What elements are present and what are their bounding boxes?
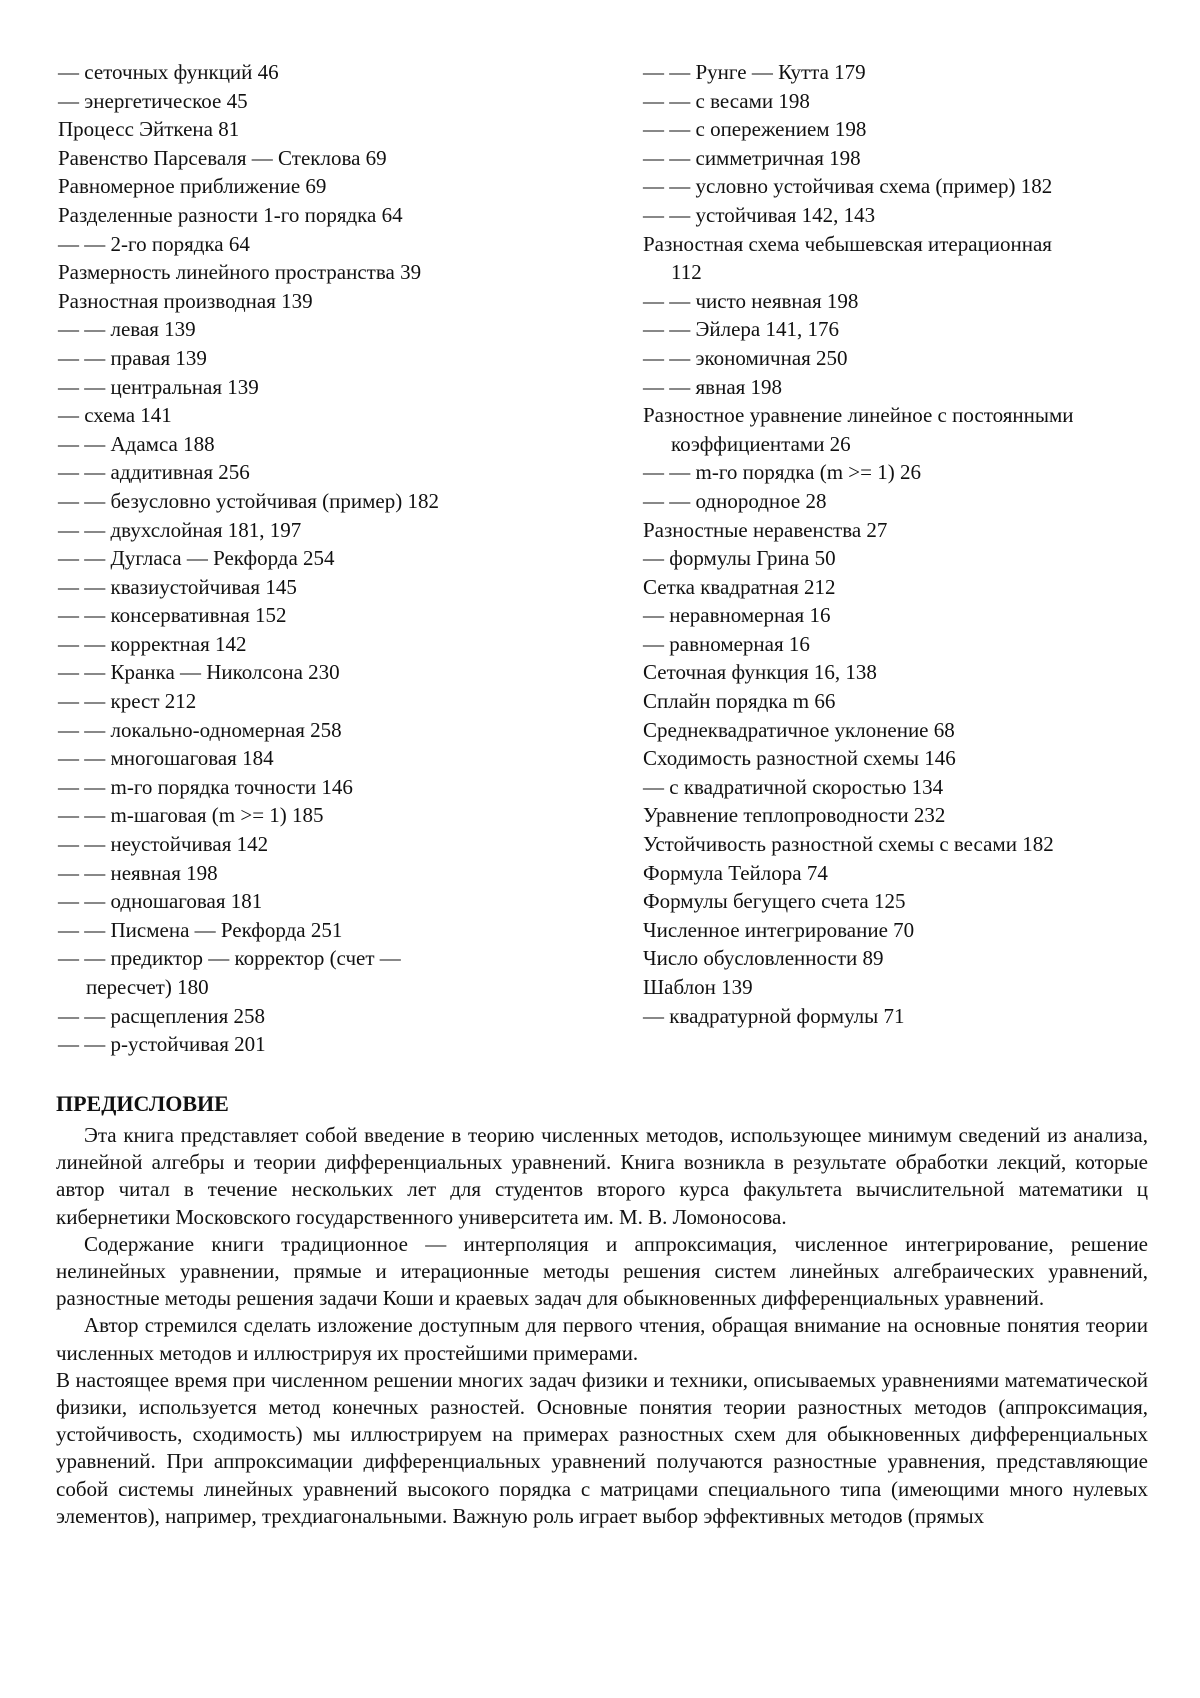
index-entry: — — центральная 139 <box>58 374 259 399</box>
index-entry: Устойчивость разностной схемы с весами 182 <box>643 832 1054 857</box>
index-entry: Формула Тейлора 74 <box>643 860 828 885</box>
index-entry: — — р-устойчивая 201 <box>58 1032 266 1057</box>
index-entry: Процесс Эйткена 81 <box>58 117 240 142</box>
index-entry: — — симметричная 198 <box>643 145 861 170</box>
index-entry: пересчет) 180 <box>86 975 209 999</box>
index-entry: — — Адамса 188 <box>58 431 215 456</box>
index-entry: Численное интегрирование 70 <box>643 917 915 942</box>
index-entry: — — 2-го порядка 64 <box>58 231 250 256</box>
index-entry: — — однородное 28 <box>643 488 827 513</box>
index-entry: — — квазиустойчивая 145 <box>58 574 297 599</box>
index-entry: Шаблон 139 <box>643 975 753 999</box>
index-entry: — энергетическое 45 <box>58 88 248 113</box>
index-entry: — — локально-одномерная 258 <box>58 717 342 742</box>
index-entry: Разностные неравенства 27 <box>643 517 888 542</box>
index-entry: Равенство Парсеваля — Стеклова 69 <box>58 145 387 170</box>
index-entry: Сетка квадратная 212 <box>643 574 836 599</box>
index-entry: Размерность линейного пространства 39 <box>58 260 422 285</box>
index-entry: — — m-го порядка точности 146 <box>58 774 353 799</box>
index-entry: — — крест 212 <box>58 689 197 714</box>
index-entry: — — консервативная 152 <box>58 603 287 628</box>
index-entry: — — m-шаговая (m >= 1) 185 <box>58 803 324 828</box>
index-entry: — — Кранка — Николсона 230 <box>58 660 340 685</box>
index-entry: — — устойчивая 142, 143 <box>643 202 876 227</box>
index-entry: — схема 141 <box>58 403 172 428</box>
index-entry: — — двухслойная 181, 197 <box>58 517 302 542</box>
index-entry: — — многошаговая 184 <box>58 746 274 771</box>
index-entry: — — корректная 142 <box>58 631 247 656</box>
index-column-left <box>58 58 618 1059</box>
index-entry: Сходимость разностной схемы 146 <box>643 746 956 771</box>
index-entry: — — с опережением 198 <box>643 117 867 142</box>
preface-heading: ПРЕДИСЛОВИЕ <box>56 1091 229 1116</box>
preface-paragraph: В настоящее время при численном решении многих задач физики и техники, описываемых уравнениями математической физики, используется метод конечных разностей. Основные понятия теории разностных методов (аппроксимация, устойчивость, сходимость) мы иллюстрируем на примерах разностных схем для обыкновенных дифференциальных уравнений. При аппроксимации дифференциальных уравнений получаются разностные уравнения, представляющие собой системы линейных уравнений высокого порядка с матрицами специального типа (имеющими много нулевых элементов), например, трехдиагональными. Важную роль играет выбор эффективных методов (прямых <box>56 1367 1148 1528</box>
index-entry: — — безусловно устойчивая (пример) 182 <box>58 488 439 513</box>
preface-paragraph: Содержание книги традиционное — интерполяция и аппроксимация, численное интегрирование, решение нелинейных уравнении, прямые и итерационные методы решения систем линейных алгебраических уравнений, разностные методы решения задачи Коши и краевых задач для обыкновенных дифференциальных уравнений. <box>56 1231 1148 1311</box>
index-entry: 112 <box>671 260 702 285</box>
index-entry: — — Эйлера 141, 176 <box>643 317 839 342</box>
index-entry: — — расщепления 258 <box>58 1003 266 1028</box>
index-entry: Разностная производная 139 <box>58 288 313 313</box>
index-entry: Разностное уравнение линейное с постоянными <box>643 403 1074 428</box>
index-entry: — — правая 139 <box>58 345 207 370</box>
index-entry: — равномерная 16 <box>643 631 810 656</box>
index-entry: — — Писмена — Рекфорда 251 <box>58 917 343 942</box>
index-entry: коэффициентами 26 <box>671 431 851 456</box>
index-entry: — — явная 198 <box>643 374 783 399</box>
index-entry: — — m-го порядка (m >= 1) 26 <box>643 460 921 485</box>
index-entry: — — условно устойчивая схема (пример) 182 <box>643 174 1053 199</box>
index-entry: Сеточная функция 16, 138 <box>643 660 877 685</box>
index-entry: — — одношаговая 181 <box>58 889 263 914</box>
index-entry: — — неявная 198 <box>58 860 218 885</box>
index-entry: — — Рунге — Кутта 179 <box>643 60 866 84</box>
index-entry: — с квадратичной скоростью 134 <box>643 774 944 799</box>
index-entry: — формулы Грина 50 <box>643 546 836 571</box>
index-entry: — — с весами 198 <box>643 88 810 113</box>
index-entry: Равномерное приближение 69 <box>58 174 327 199</box>
index-entry: — сеточных функций 46 <box>58 60 279 84</box>
index-entry: — — Дугласа — Рекфорда 254 <box>58 546 335 571</box>
index-entry: — — левая 139 <box>58 317 196 342</box>
index-entry: Разностная схема чебышевская итерационная <box>643 231 1052 256</box>
index-entry: Число обусловленности 89 <box>643 946 884 971</box>
index-entry: — — неустойчивая 142 <box>58 832 269 857</box>
preface-section <box>56 1090 1148 1530</box>
index-entry: — — чисто неявная 198 <box>643 288 859 313</box>
index-entry: — неравномерная 16 <box>643 603 831 628</box>
index-entry: Уравнение теплопроводности 232 <box>643 803 946 828</box>
index-entry: — — предиктор — корректор (счет — <box>58 946 401 971</box>
preface-body <box>56 1122 1148 1530</box>
preface-paragraph: Автор стремился сделать изложение доступным для первого чтения, обращая внимание на основные понятия теории численных методов и иллюстрируя их простейшими примерами. <box>56 1313 1148 1365</box>
index-entry: Разделенные разности 1-го порядка 64 <box>58 202 403 227</box>
index-column-right <box>643 58 1163 1030</box>
preface-paragraph: Эта книга представляет собой введение в теорию численных методов, использующее минимум сведений из анализа, линейной алгебры и теории дифференциальных уравнений. Книга возникла в результате обработки лекций, которые автор читал в течение нескольких лет для студентов второго курса факультета вычислительной математики ц кибернетики Московского государственного университета им. М. В. Ломоносова. <box>56 1123 1148 1229</box>
index-entry: — квадратурной формулы 71 <box>643 1003 905 1028</box>
index-entry: Сплайн порядка m 66 <box>643 689 836 714</box>
index-entry: — — экономичная 250 <box>643 345 848 370</box>
index-entry: Среднеквадратичное уклонение 68 <box>643 717 955 742</box>
index-entry: Формулы бегущего счета 125 <box>643 889 906 914</box>
index-entry: — — аддитивная 256 <box>58 460 250 485</box>
